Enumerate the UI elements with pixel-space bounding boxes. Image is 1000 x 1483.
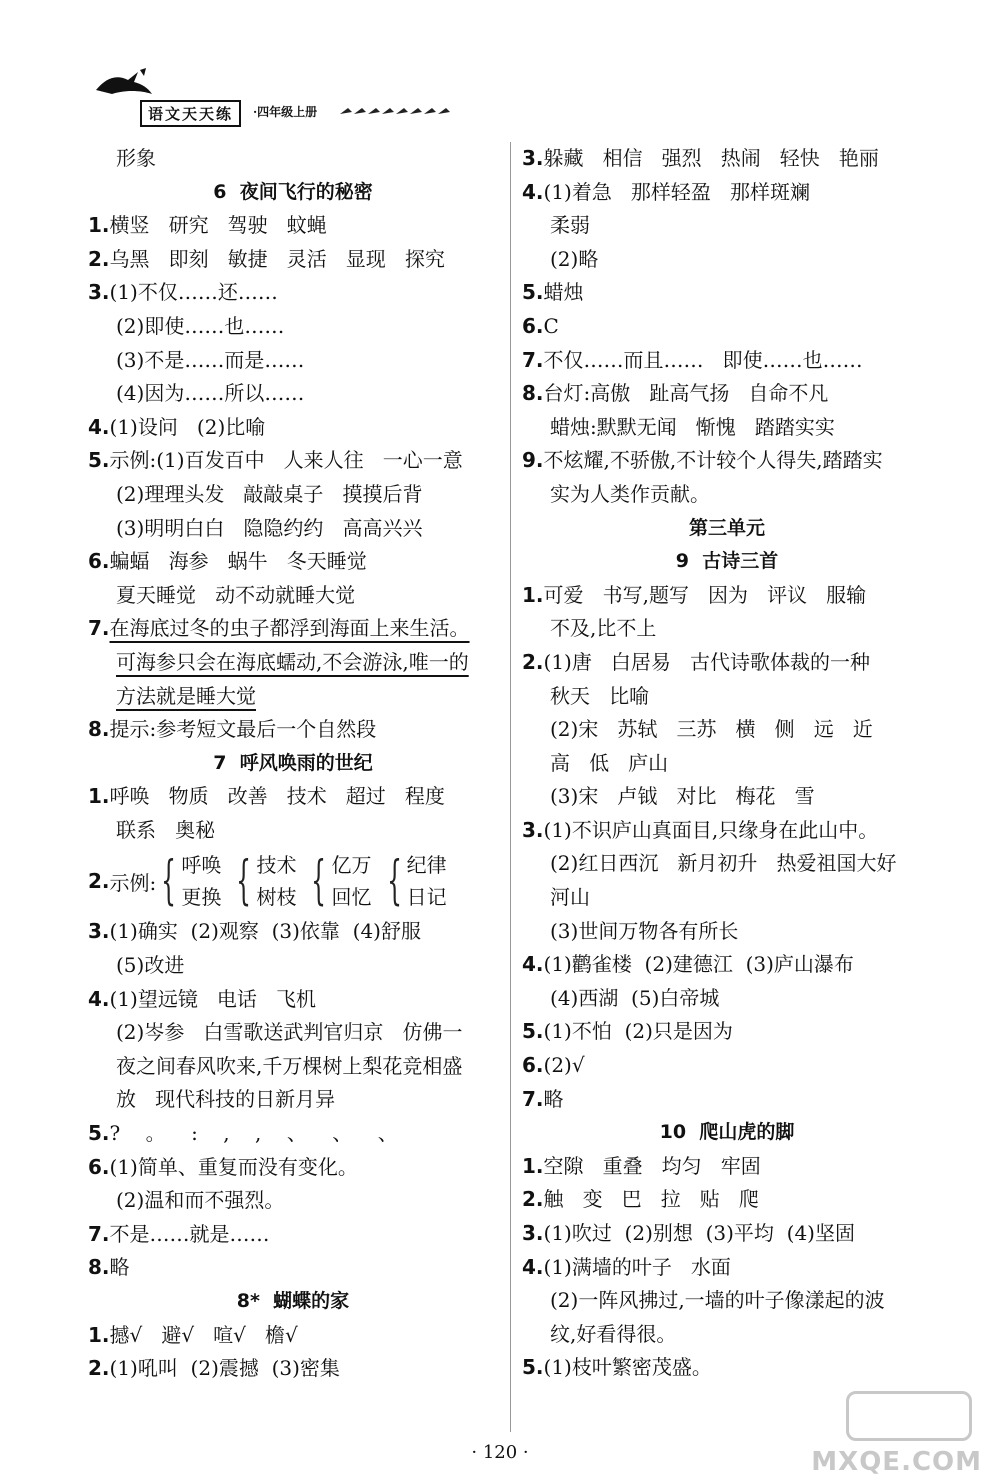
- answer-line: [88, 612, 498, 646]
- answer-line: [522, 1251, 932, 1285]
- brace-word: 技术: [256, 853, 297, 878]
- answer-line: [522, 646, 932, 680]
- answer-text: 9 古诗三首: [675, 550, 779, 573]
- question-number: 6.: [88, 549, 110, 574]
- answer-line: [88, 780, 498, 814]
- watermark-text: MXQE.COM: [811, 1447, 982, 1477]
- answer-line: [88, 512, 498, 546]
- answer-text: 空隙 重叠 均匀 牢固: [543, 1153, 761, 1178]
- answer-text: (2)岑参 白雪歌送武判官归京 仿佛一: [116, 1020, 463, 1045]
- answer-line: [88, 545, 498, 579]
- answer-text: 秋天 比喻: [550, 683, 650, 708]
- answer-text: (1)不仅……还……: [109, 280, 278, 305]
- answer-text: 夏天睡觉 动不动就睡大觉: [116, 582, 356, 607]
- brace-group: [231, 849, 296, 913]
- answer-line: [522, 1015, 932, 1049]
- answer-line: [522, 478, 932, 512]
- answer-text: C: [543, 313, 559, 338]
- answer-line: [88, 310, 498, 344]
- question-number: 4.: [88, 414, 110, 439]
- question-number: 4.: [522, 952, 544, 977]
- answer-line: [88, 1083, 498, 1117]
- section-title: [88, 1285, 498, 1319]
- question-number: 3.: [522, 146, 544, 170]
- question-number: 3.: [522, 817, 544, 842]
- answer-text: 不及,比不上: [550, 616, 657, 641]
- answer-text: 示例:(1)百发百中 人来人往 一心一意: [109, 448, 463, 473]
- answer-text: (1)枝叶繁密茂盛。: [543, 1355, 712, 1380]
- answer-line: [522, 276, 932, 310]
- answer-text: (3)明明白白 隐隐约约 高高兴兴: [116, 515, 423, 540]
- answer-text: 不炫耀,不骄傲,不计较个人得失,踏踏实: [543, 448, 883, 473]
- answer-text: 6 夜间飞行的秘密: [213, 180, 373, 203]
- brace-group: [382, 849, 447, 913]
- answer-line: [522, 1083, 932, 1117]
- answer-text: (1)满墙的叶子 水面: [543, 1254, 731, 1279]
- question-number: 6.: [522, 1053, 544, 1078]
- answer-text: 联系 奥秘: [116, 817, 216, 842]
- brace-word: 更换: [181, 885, 222, 910]
- answer-line: [522, 1318, 932, 1352]
- answer-line: [88, 411, 498, 445]
- answer-text: 台灯:高傲 趾高气扬 自命不凡: [543, 381, 829, 406]
- page-header: [88, 62, 448, 132]
- watermark-box-icon: [846, 1391, 972, 1441]
- answer-text: 第三单元: [688, 516, 765, 539]
- answer-line: [88, 1050, 498, 1084]
- answer-text: 蜡烛: [543, 280, 584, 305]
- answer-text: (1)鹳雀楼 (2)建德江 (3)庐山瀑布: [543, 952, 854, 977]
- answer-line: [522, 747, 932, 781]
- answer-text: 夜之间春风吹来,千万棵树上梨花竞相盛: [116, 1053, 463, 1078]
- question-number: 2.: [88, 1356, 110, 1381]
- section-title: [522, 545, 932, 579]
- answer-text: 触 变 巴 拉 贴 爬: [543, 1187, 759, 1212]
- question-number: 3.: [88, 280, 110, 305]
- answer-text: ? 。 : , , 、 、 、: [109, 1121, 398, 1146]
- question-number: 5.: [522, 280, 544, 305]
- question-number: 9.: [522, 448, 544, 473]
- answer-line: [522, 310, 932, 344]
- question-number: 4.: [522, 1254, 544, 1279]
- answer-line: [522, 1049, 932, 1083]
- answer-text: 柔弱: [550, 213, 590, 238]
- section-title: [522, 512, 932, 546]
- answer-line: [522, 680, 932, 714]
- brace-word: 回忆: [331, 885, 372, 910]
- answer-text: (1)吹过 (2)别想 (3)平均 (4)坚固: [543, 1221, 855, 1245]
- answer-line: [88, 243, 498, 277]
- answer-text: 撼√ 避√ 喧√ 檐√: [109, 1322, 298, 1347]
- brace-word: 日记: [406, 885, 447, 910]
- answer-line: [88, 1117, 498, 1151]
- answer-line: [88, 1218, 498, 1252]
- answer-line: [88, 276, 498, 310]
- answer-text: (2)红日西沉 新月初升 热爱祖国大好: [550, 851, 897, 876]
- answer-text: 7 呼风唤雨的世纪: [213, 751, 373, 774]
- question-number: 4.: [88, 986, 110, 1011]
- question-number: 4.: [522, 179, 544, 204]
- answer-line: [88, 1251, 498, 1285]
- question-number: 1.: [522, 1153, 544, 1178]
- answer-text: 提示:参考短文最后一个自然段: [109, 717, 377, 742]
- answer-text: (1)望远镜 电话 飞机: [109, 986, 316, 1011]
- watermark-logo: [811, 1391, 992, 1481]
- brace-word: 亿万: [331, 853, 372, 878]
- answer-line: [88, 1319, 498, 1353]
- brace-group: [156, 849, 221, 913]
- answer-line: [522, 915, 932, 949]
- answer-text: (2)宋 苏轼 三苏 横 侧 远 近: [550, 717, 873, 742]
- left-column: [88, 142, 498, 1386]
- answer-line: [522, 209, 932, 243]
- answer-text: (3)世间万物各有所长: [550, 918, 739, 943]
- answer-line: [88, 949, 498, 983]
- answer-text: 纹,好看得很。: [550, 1321, 677, 1346]
- answer-text: 可海参只会在海底蠕动,不会游泳,唯一的: [116, 649, 469, 674]
- question-number: 7.: [88, 1221, 110, 1246]
- answer-text: 不是……就是……: [109, 1221, 270, 1246]
- bird-logo-icon: [94, 68, 154, 98]
- answer-line: [88, 209, 498, 243]
- question-number: 1.: [88, 213, 110, 238]
- question-number: 6.: [522, 313, 544, 338]
- answer-line: [522, 444, 932, 478]
- question-number: 7.: [88, 616, 110, 641]
- question-number: 6.: [88, 1154, 110, 1179]
- answer-text: (2)一阵风拂过,一墙的叶子像漾起的波: [550, 1288, 885, 1313]
- answer-line: [522, 176, 932, 210]
- answer-text: 高 低 庐山: [550, 750, 669, 775]
- answer-line: [522, 847, 932, 881]
- answer-line: [522, 344, 932, 378]
- answer-line: [88, 377, 498, 411]
- brace-icon: {: [311, 851, 327, 912]
- brace-answer-row: [88, 847, 498, 915]
- answer-text: (1)唐 白居易 古代诗歌体裁的一种: [543, 649, 870, 674]
- answer-text: (1)不怕 (2)只是因为: [543, 1019, 733, 1044]
- answer-line: [522, 1284, 932, 1318]
- answer-text: (1)着急 那样轻盈 那样斑斓: [543, 179, 810, 204]
- answer-line: [522, 1183, 932, 1217]
- question-number: 3.: [522, 1221, 544, 1245]
- answer-text: 放 现代科技的日新月异: [116, 1087, 336, 1112]
- answer-line: [88, 915, 498, 949]
- answer-text: 方法就是睡大觉: [116, 683, 256, 708]
- answer-line: [522, 1217, 932, 1251]
- right-column: [522, 142, 932, 1385]
- answer-line: [88, 579, 498, 613]
- answer-text: 形象: [116, 146, 156, 170]
- answer-text: 可爱 书写,题写 因为 评议 服输: [543, 582, 867, 607]
- answer-line: [88, 478, 498, 512]
- answer-text: 河山: [550, 885, 590, 910]
- question-number: 8.: [88, 717, 110, 742]
- column-divider: [510, 142, 511, 1432]
- answer-line: [88, 142, 498, 176]
- question-number: 8.: [522, 381, 544, 406]
- answer-text: (2)理理头发 敲敲桌子 摸摸后背: [116, 481, 423, 506]
- question-number: 5.: [522, 1355, 544, 1380]
- answer-text: 略: [543, 1086, 564, 1111]
- answer-text: 10 爬山虎的脚: [659, 1121, 795, 1144]
- answer-text: (2)温和而不强烈。: [116, 1188, 285, 1213]
- answer-line: [88, 444, 498, 478]
- brace-icon: {: [161, 851, 177, 912]
- answer-text: (1)吼叫 (2)震撼 (3)密集: [109, 1356, 340, 1381]
- answer-line: [522, 579, 932, 613]
- answer-text: (3)不是……而是……: [116, 347, 305, 372]
- answer-text: 8* 蝴蝶的家: [236, 1290, 350, 1312]
- answer-line: [522, 243, 932, 277]
- answer-line: [522, 982, 932, 1016]
- answer-text: 不仅……而且…… 即使……也……: [543, 347, 863, 372]
- answer-line: [522, 1351, 932, 1385]
- answer-line: [522, 142, 932, 176]
- answer-text: 横竖 研究 驾驶 蚊蝇: [109, 213, 327, 238]
- answer-line: [88, 680, 498, 714]
- answer-line: [522, 780, 932, 814]
- answer-line: [88, 1151, 498, 1185]
- question-number: 8.: [88, 1255, 110, 1280]
- question-number: 5.: [88, 448, 110, 473]
- answer-text: 在海底过冬的虫子都浮到海面上来生活。: [109, 616, 470, 641]
- answer-text: (3)宋 卢钺 对比 梅花 雪: [550, 784, 815, 809]
- question-number: 5.: [522, 1019, 544, 1044]
- answer-line: [522, 1150, 932, 1184]
- question-number: 2.: [88, 246, 110, 271]
- answer-text: (2)√: [543, 1053, 585, 1078]
- answer-line: [522, 948, 932, 982]
- question-number: 1.: [88, 1322, 110, 1347]
- answer-text: (1)不识庐山真面目,只缘身在此山中。: [543, 817, 879, 842]
- answer-text: 乌黑 即刻 敏捷 灵活 显现 探究: [109, 246, 445, 271]
- answer-text: (4)西湖 (5)白帝城: [550, 985, 720, 1010]
- answer-text: (1)确实 (2)观察 (3)依靠 (4)舒服: [109, 919, 421, 944]
- brace-word: 呼唤: [181, 853, 222, 878]
- question-number: 5.: [88, 1121, 110, 1146]
- question-number: 2.: [522, 1187, 544, 1212]
- decorative-bird-row-icon: [340, 104, 450, 119]
- answer-line: [522, 713, 932, 747]
- answer-line: [88, 713, 498, 747]
- answer-line: [522, 612, 932, 646]
- question-number: 1.: [88, 784, 110, 809]
- answer-text: (1)设问 (2)比喻: [109, 414, 266, 439]
- question-number: 7.: [522, 1086, 544, 1111]
- section-title: [88, 747, 498, 781]
- grade-label: ·四年级上册: [253, 105, 318, 119]
- answer-line: [88, 646, 498, 680]
- answer-line: [88, 1016, 498, 1050]
- answer-line: [88, 983, 498, 1017]
- answer-text: 躲藏 相信 强烈 热闹 轻快 艳丽: [543, 146, 879, 170]
- brace-word: 树枝: [256, 885, 297, 910]
- answer-line: [522, 377, 932, 411]
- answer-text: (2)略: [550, 246, 599, 271]
- question-number: 3.: [88, 919, 110, 944]
- answer-text: (2)即使……也……: [116, 313, 285, 338]
- answer-text: 呼唤 物质 改善 技术 超过 程度: [109, 784, 445, 809]
- section-title: [88, 176, 498, 210]
- answer-text: 略: [109, 1255, 130, 1280]
- answer-text: (1)简单、重复而没有变化。: [109, 1154, 358, 1179]
- question-number: 2.: [88, 869, 110, 894]
- page-number: · 120 ·: [471, 1442, 529, 1463]
- answer-line: [522, 814, 932, 848]
- question-number: 1.: [522, 582, 544, 607]
- brace-prefix: 示例:: [109, 870, 157, 895]
- answer-text: 蜡烛:默默无闻 惭愧 踏踏实实: [550, 414, 835, 439]
- answer-line: [522, 881, 932, 915]
- brace-word: 纪律: [406, 853, 447, 878]
- answer-text: 实为人类作贡献。: [550, 481, 710, 506]
- brace-icon: {: [386, 851, 402, 912]
- answer-line: [88, 814, 498, 848]
- answer-line: [88, 1184, 498, 1218]
- question-number: 2.: [522, 649, 544, 674]
- answer-text: (5)改进: [116, 953, 185, 978]
- answer-line: [88, 1352, 498, 1386]
- section-title: [522, 1116, 932, 1150]
- answer-text: (4)因为……所以……: [116, 381, 305, 406]
- answer-text: 蝙蝠 海参 蜗牛 冬天睡觉: [109, 549, 367, 574]
- answer-line: [88, 344, 498, 378]
- question-number: 7.: [522, 347, 544, 372]
- brace-icon: {: [236, 851, 252, 912]
- answer-line: [522, 411, 932, 445]
- series-title: 语文天天练: [140, 100, 241, 127]
- brace-group: [306, 849, 371, 913]
